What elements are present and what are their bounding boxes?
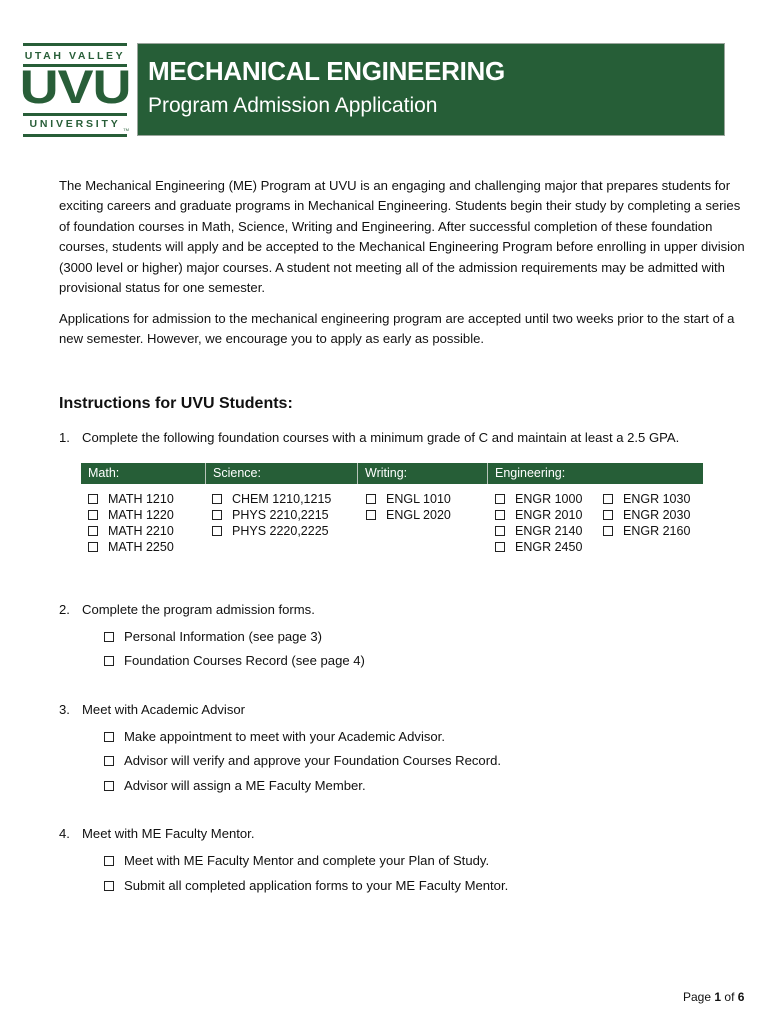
page-title: MECHANICAL ENGINEERING bbox=[148, 56, 505, 86]
checklist-label: Advisor will assign a ME Faculty Member. bbox=[124, 778, 366, 793]
checklist-advisor-assign[interactable] bbox=[104, 777, 366, 795]
checklist-label: Meet with ME Faculty Mentor and complete your Plan of Study. bbox=[124, 853, 490, 868]
step-text: Meet with ME Faculty Mentor. bbox=[82, 826, 255, 841]
step-number: 1. bbox=[59, 430, 70, 445]
course-engr-2030[interactable] bbox=[603, 507, 690, 523]
checklist-foundation-courses-record[interactable] bbox=[104, 652, 365, 670]
course-label: ENGR 2010 bbox=[515, 508, 583, 522]
course-label: ENGR 2140 bbox=[515, 524, 583, 538]
logo-top-text: UTAH VALLEY bbox=[24, 50, 126, 62]
course-engl-2020[interactable] bbox=[366, 507, 451, 523]
checklist-label: Personal Information (see page 3) bbox=[124, 629, 322, 644]
header-math: Math: bbox=[81, 463, 206, 484]
course-label: PHYS 2210,2215 bbox=[232, 508, 329, 522]
course-math-2250[interactable] bbox=[88, 539, 174, 555]
logo-bottom-text: UNIVERSITY bbox=[29, 118, 121, 130]
page-of-label: of bbox=[724, 990, 735, 1004]
course-engl-1010[interactable] bbox=[366, 491, 451, 507]
checkbox[interactable] bbox=[88, 526, 98, 536]
course-label: MATH 1210 bbox=[108, 492, 174, 506]
course-engr-2010[interactable] bbox=[495, 507, 582, 523]
course-engr-1000[interactable] bbox=[495, 491, 582, 507]
checkbox[interactable] bbox=[495, 494, 505, 504]
checklist-label: Foundation Courses Record (see page 4) bbox=[124, 653, 365, 668]
checklist-label: Make appointment to meet with your Academic Advisor. bbox=[124, 729, 445, 744]
uvu-logo bbox=[19, 43, 131, 137]
title-banner bbox=[137, 43, 725, 136]
course-table-header bbox=[81, 463, 703, 484]
step-4 bbox=[59, 825, 254, 843]
step-text: Meet with Academic Advisor bbox=[82, 702, 246, 717]
logo-rule bbox=[23, 43, 127, 46]
checkbox[interactable] bbox=[212, 526, 222, 536]
step-text: Complete the program admission forms. bbox=[82, 602, 315, 617]
logo-mark: UVU bbox=[19, 60, 131, 113]
course-label: ENGR 2030 bbox=[623, 508, 691, 522]
step-3 bbox=[59, 701, 245, 719]
checkbox[interactable] bbox=[104, 881, 114, 891]
course-engr-2140[interactable] bbox=[495, 523, 582, 539]
checkbox[interactable] bbox=[88, 494, 98, 504]
step-number: 2. bbox=[59, 602, 70, 617]
step-number: 4. bbox=[59, 826, 70, 841]
checklist-advisor-verify[interactable] bbox=[104, 752, 501, 770]
page-number bbox=[683, 990, 744, 1004]
checkbox[interactable] bbox=[104, 781, 114, 791]
checkbox[interactable] bbox=[104, 732, 114, 742]
course-label: ENGR 1030 bbox=[623, 492, 691, 506]
course-label: ENGR 2450 bbox=[515, 540, 583, 554]
course-label: MATH 1220 bbox=[108, 508, 174, 522]
course-label: CHEM 1210,1215 bbox=[232, 492, 332, 506]
page-subtitle: Program Admission Application bbox=[148, 94, 438, 117]
course-math-2210[interactable] bbox=[88, 523, 174, 539]
checkbox[interactable] bbox=[495, 510, 505, 520]
logo-rule bbox=[23, 134, 127, 137]
checkbox[interactable] bbox=[104, 632, 114, 642]
header-science: Science: bbox=[206, 463, 358, 484]
trademark-mark: TM bbox=[123, 127, 129, 132]
step-number: 3. bbox=[59, 702, 70, 717]
page-label: Page bbox=[683, 990, 712, 1004]
course-phys-2220[interactable] bbox=[212, 523, 329, 539]
course-engr-2450[interactable] bbox=[495, 539, 582, 555]
total-pages: 6 bbox=[737, 990, 745, 1004]
checkbox[interactable] bbox=[212, 494, 222, 504]
checklist-personal-information[interactable] bbox=[104, 628, 322, 646]
checkbox[interactable] bbox=[495, 542, 505, 552]
course-chem-1210[interactable] bbox=[212, 491, 331, 507]
checkbox[interactable] bbox=[88, 542, 98, 552]
deadline-paragraph: Applications for admission to the mechanical engineering program are accepted until two weeks prior to the start of a new semester. However, we encourage you to apply as early as possible. bbox=[59, 311, 735, 347]
checkbox[interactable] bbox=[603, 510, 613, 520]
course-label: ENGR 1000 bbox=[515, 492, 583, 506]
intro-paragraph: The Mechanical Engineering (ME) Program at UVU is an engaging and challenging major that prepares students for exciting careers and graduate programs in Mechanical Engineering. Students begin their study by completing a series of foundation courses in Math, Science, Writing and Engineering. After successful completion of these foundation courses, students will apply and be accepted to the Mechanical Engineering Program before enrolling in upper division (3000 level or higher) major courses. A student not meeting all of the admission requirements may be admitted with provisional status for one semester. bbox=[59, 178, 745, 296]
checkbox[interactable] bbox=[366, 510, 376, 520]
course-label: ENGR 2160 bbox=[623, 524, 691, 538]
header-engineering: Engineering: bbox=[495, 466, 566, 480]
checkbox[interactable] bbox=[104, 856, 114, 866]
instructions-heading: Instructions for UVU Students: bbox=[59, 395, 293, 412]
course-engr-2160[interactable] bbox=[603, 523, 690, 539]
checkbox[interactable] bbox=[603, 526, 613, 536]
course-label: MATH 2250 bbox=[108, 540, 174, 554]
checkbox[interactable] bbox=[88, 510, 98, 520]
logo-rule bbox=[23, 113, 127, 116]
course-label: ENGL 2020 bbox=[386, 508, 451, 522]
step-2 bbox=[59, 601, 315, 619]
header-writing: Writing: bbox=[358, 463, 488, 484]
course-math-1210[interactable] bbox=[88, 491, 174, 507]
checklist-label: Advisor will verify and approve your Foundation Courses Record. bbox=[124, 753, 501, 768]
checkbox[interactable] bbox=[603, 494, 613, 504]
checklist-meet-mentor[interactable] bbox=[104, 852, 489, 870]
course-engr-1030[interactable] bbox=[603, 491, 690, 507]
course-phys-2210[interactable] bbox=[212, 507, 329, 523]
checklist-submit-forms[interactable] bbox=[104, 877, 508, 895]
course-math-1220[interactable] bbox=[88, 507, 174, 523]
course-label: ENGL 1010 bbox=[386, 492, 451, 506]
step-text: Complete the following foundation courses with a minimum grade of C and maintain at least a 2.5 GPA. bbox=[82, 430, 680, 445]
course-label: MATH 2210 bbox=[108, 524, 174, 538]
checklist-label: Submit all completed application forms to your ME Faculty Mentor. bbox=[124, 878, 509, 893]
checkbox[interactable] bbox=[212, 510, 222, 520]
current-page: 1 bbox=[714, 990, 722, 1004]
checkbox[interactable] bbox=[104, 656, 114, 666]
step-1 bbox=[59, 429, 679, 447]
course-label: PHYS 2220,2225 bbox=[232, 524, 329, 538]
checkbox[interactable] bbox=[495, 526, 505, 536]
checkbox[interactable] bbox=[366, 494, 376, 504]
checkbox[interactable] bbox=[104, 756, 114, 766]
checklist-make-appointment[interactable] bbox=[104, 728, 445, 746]
